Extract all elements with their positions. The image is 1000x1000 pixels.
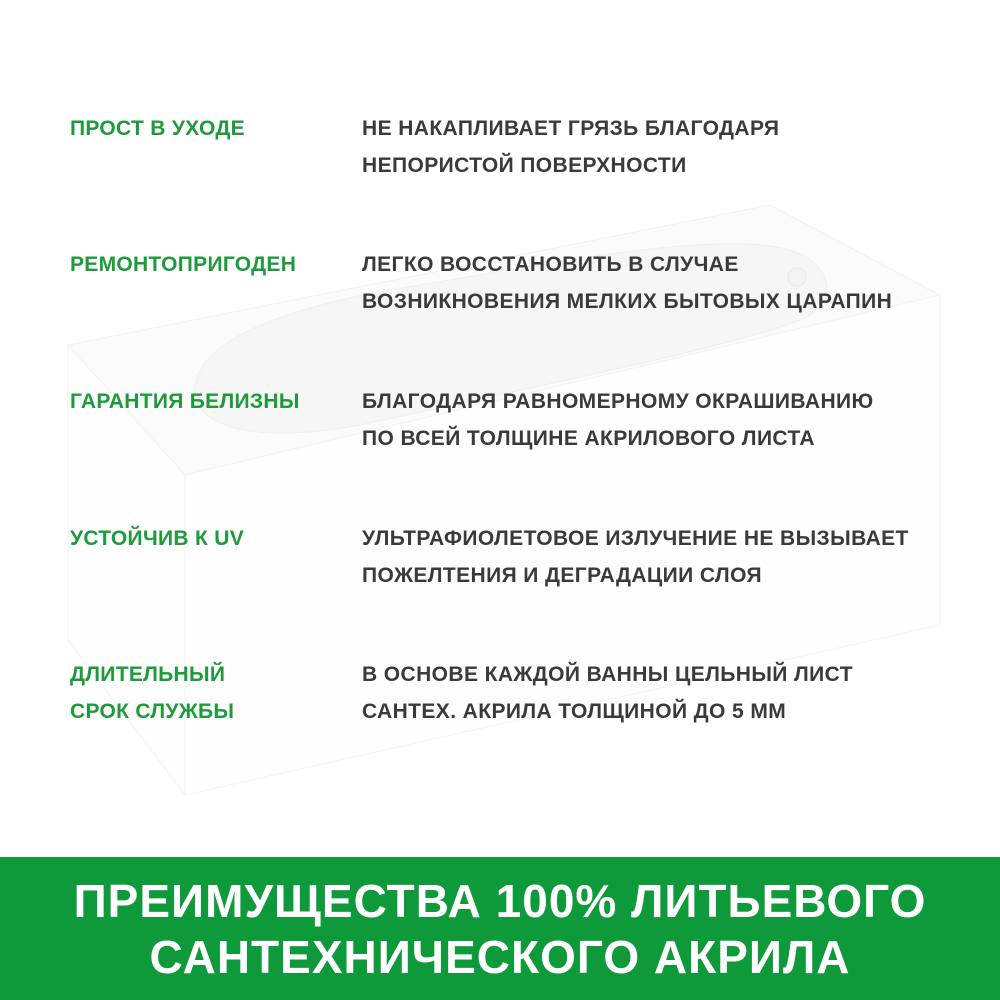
feature-label-text: СРОК СЛУЖБЫ [70,700,235,723]
banner-title [0,857,1000,1000]
feature-label-text: ДЛИТЕЛЬНЫЙ [70,663,226,686]
title-banner [0,857,1000,1000]
feature-label-text: ГАРАНТИЯ БЕЛИЗНЫ [70,390,300,413]
feature-description [362,383,962,457]
feature-description-line: БЛАГОДАРЯ РАВНОМЕРНОМУ ОКРАШИВАНИЮ [362,390,874,413]
feature-description-line: ПО ВСЕЙ ТОЛЩИНЕ АКРИЛОВОГО ЛИСТА [362,427,815,450]
feature-label [70,246,296,283]
feature-description-line: ЛЕГКО ВОССТАНОВИТЬ В СЛУЧАЕ [362,253,739,276]
feature-description-line: САНТЕХ. АКРИЛА ТОЛЩИНОЙ ДО 5 ММ [362,700,787,723]
feature-label-text: РЕМОНТОПРИГОДЕН [70,253,297,276]
feature-description [362,656,962,730]
feature-description-line: В ОСНОВЕ КАЖДОЙ ВАННЫ ЦЕЛЬНЫЙ ЛИСТ [362,663,853,686]
feature-description-line: ВОЗНИКНОВЕНИЯ МЕЛКИХ БЫТОВЫХ ЦАРАПИН [362,290,893,313]
feature-label-text: УСТОЙЧИВ К UV [70,527,245,550]
feature-description [362,246,962,320]
banner-title-line: САНТЕХНИЧЕСКОГО АКРИЛА [149,930,851,983]
feature-description-line: ПОЖЕЛТЕНИЯ И ДЕГРАДАЦИИ СЛОЯ [362,564,763,587]
feature-label [70,656,234,730]
feature-description [362,110,962,184]
feature-label-text: ПРОСТ В УХОДЕ [70,117,245,140]
feature-label [70,520,244,557]
feature-description-line: УЛЬТРАФИОЛЕТОВОЕ ИЗЛУЧЕНИЕ НЕ ВЫЗЫВАЕТ [362,527,909,550]
feature-label [70,383,300,420]
feature-description-line: НЕПОРИСТОЙ ПОВЕРХНОСТИ [362,154,687,177]
feature-description-line: НЕ НАКАПЛИВАЕТ ГРЯЗЬ БЛАГОДАРЯ [362,117,780,140]
feature-label [70,110,245,147]
banner-title-line: ПРЕИМУЩЕСТВА 100% ЛИТЬЕВОГО [73,874,927,927]
feature-description [362,520,962,594]
